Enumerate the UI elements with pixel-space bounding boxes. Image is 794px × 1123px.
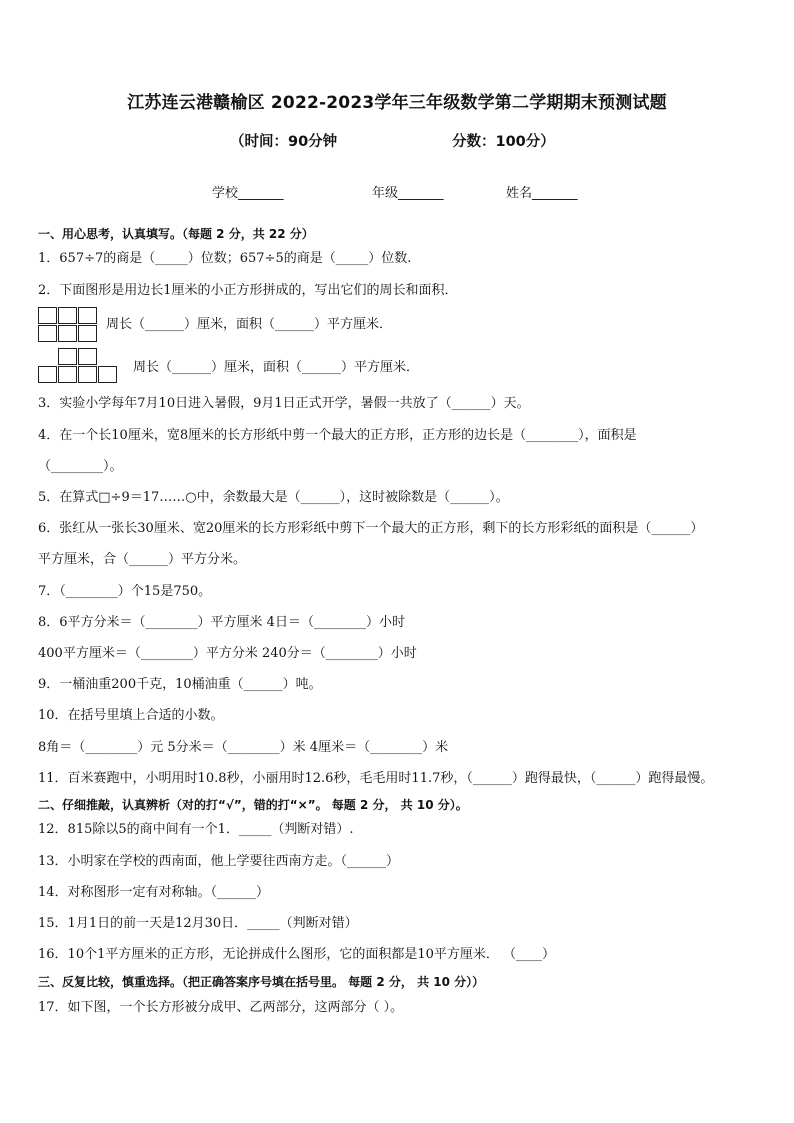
school-field: 学校_______	[212, 186, 284, 201]
question-17: 17．如下图，一个长方形被分成甲、乙两部分，这两部分（ ）。	[38, 1000, 404, 1015]
name-field: 姓名_______	[506, 186, 578, 201]
question-7: 7．（________）个15是750。	[38, 584, 212, 599]
exam-title: 江苏连云港赣榆区 2022-2023学年三年级数学第二学期期末预测试题	[127, 93, 667, 113]
grade-field: 年级_______	[372, 186, 444, 201]
question-1: 1．657÷7的商是（_____）位数；657÷5的商是（_____）位数.	[38, 251, 412, 266]
question-11: 11．百米赛跑中，小明用时10.8秒，小丽用时12.6秒，毛毛用时11.7秒，（______）跑得最快，（______）跑得最慢。	[38, 771, 714, 786]
time-limit: （时间：90分钟	[230, 134, 338, 150]
question-4-continued: （________）。	[38, 459, 123, 474]
question-15: 15．1月1日的前一天是12月30日．_____（判断对错）	[38, 916, 358, 931]
question-14: 14．对称图形一定有对称轴。（______）	[38, 885, 270, 900]
question-2: 2．下面图形是用边长1厘米的小正方形拼成的，写出它们的周长和面积．	[38, 283, 458, 298]
question-8: 8．6平方分米＝（________）平方厘米 4日＝（________）小时	[38, 615, 405, 630]
question-3: 3．实验小学每年7月10日进入暑假，9月1日正式开学，暑假一共放了（______）天。	[38, 396, 530, 411]
question-5: 5．在算式□÷9＝17……○中，余数最大是（______），这时被除数是（______）。	[38, 490, 509, 505]
question-6: 6．张红从一张长30厘米、宽20厘米的长方形彩纸中剪下一个最大的正方形，剩下的长方形彩纸的面积是（______）	[38, 521, 704, 536]
section-3-heading: 三、反复比较，慎重选择。（把正确答案序号填在括号里。 每题 2 分， 共 10 分））	[38, 975, 485, 989]
question-16: 16．10个1平方厘米的正方形，无论拼成什么图形，它的面积都是10平方厘米． （____）	[38, 947, 556, 962]
section-2-heading: 二、仔细推敲，认真辨析（对的打“√”，错的打“×”。 每题 2 分， 共 10 分）。	[38, 798, 468, 812]
section-1-heading: 一、用心思考，认真填写。（每题 2 分，共 22 分）	[38, 227, 314, 241]
question-4: 4．在一个长10厘米，宽8厘米的长方形纸中剪一个最大的正方形，正方形的边长是（________），面积是	[38, 428, 637, 443]
square-grid-figure-1	[38, 307, 98, 344]
square-grid-figure-2	[38, 348, 118, 385]
question-8-continued: 400平方厘米＝（________）平方分米 240分＝（________）小时	[38, 646, 417, 661]
question-9: 9．一桶油重200千克，10桶油重（______）吨。	[38, 677, 322, 692]
question-13: 13．小明家在学校的西南面，他上学要往西南方走。（______）	[38, 854, 400, 869]
question-2b: 周长（______）厘米，面积（______）平方厘米．	[133, 360, 420, 375]
question-6-continued: 平方厘米，合（______）平方分米。	[38, 552, 247, 567]
question-2a: 周长（______）厘米，面积（______）平方厘米．	[106, 317, 393, 332]
question-10: 10．在括号里填上合适的小数。	[38, 708, 224, 723]
question-12: 12．815除以5的商中间有一个1．_____（判断对错）.	[38, 822, 354, 837]
question-10-items: 8角＝（________）元 5分米＝（________）米 4厘米＝（________）米	[38, 740, 449, 755]
total-score: 分数：100分）	[452, 134, 555, 150]
